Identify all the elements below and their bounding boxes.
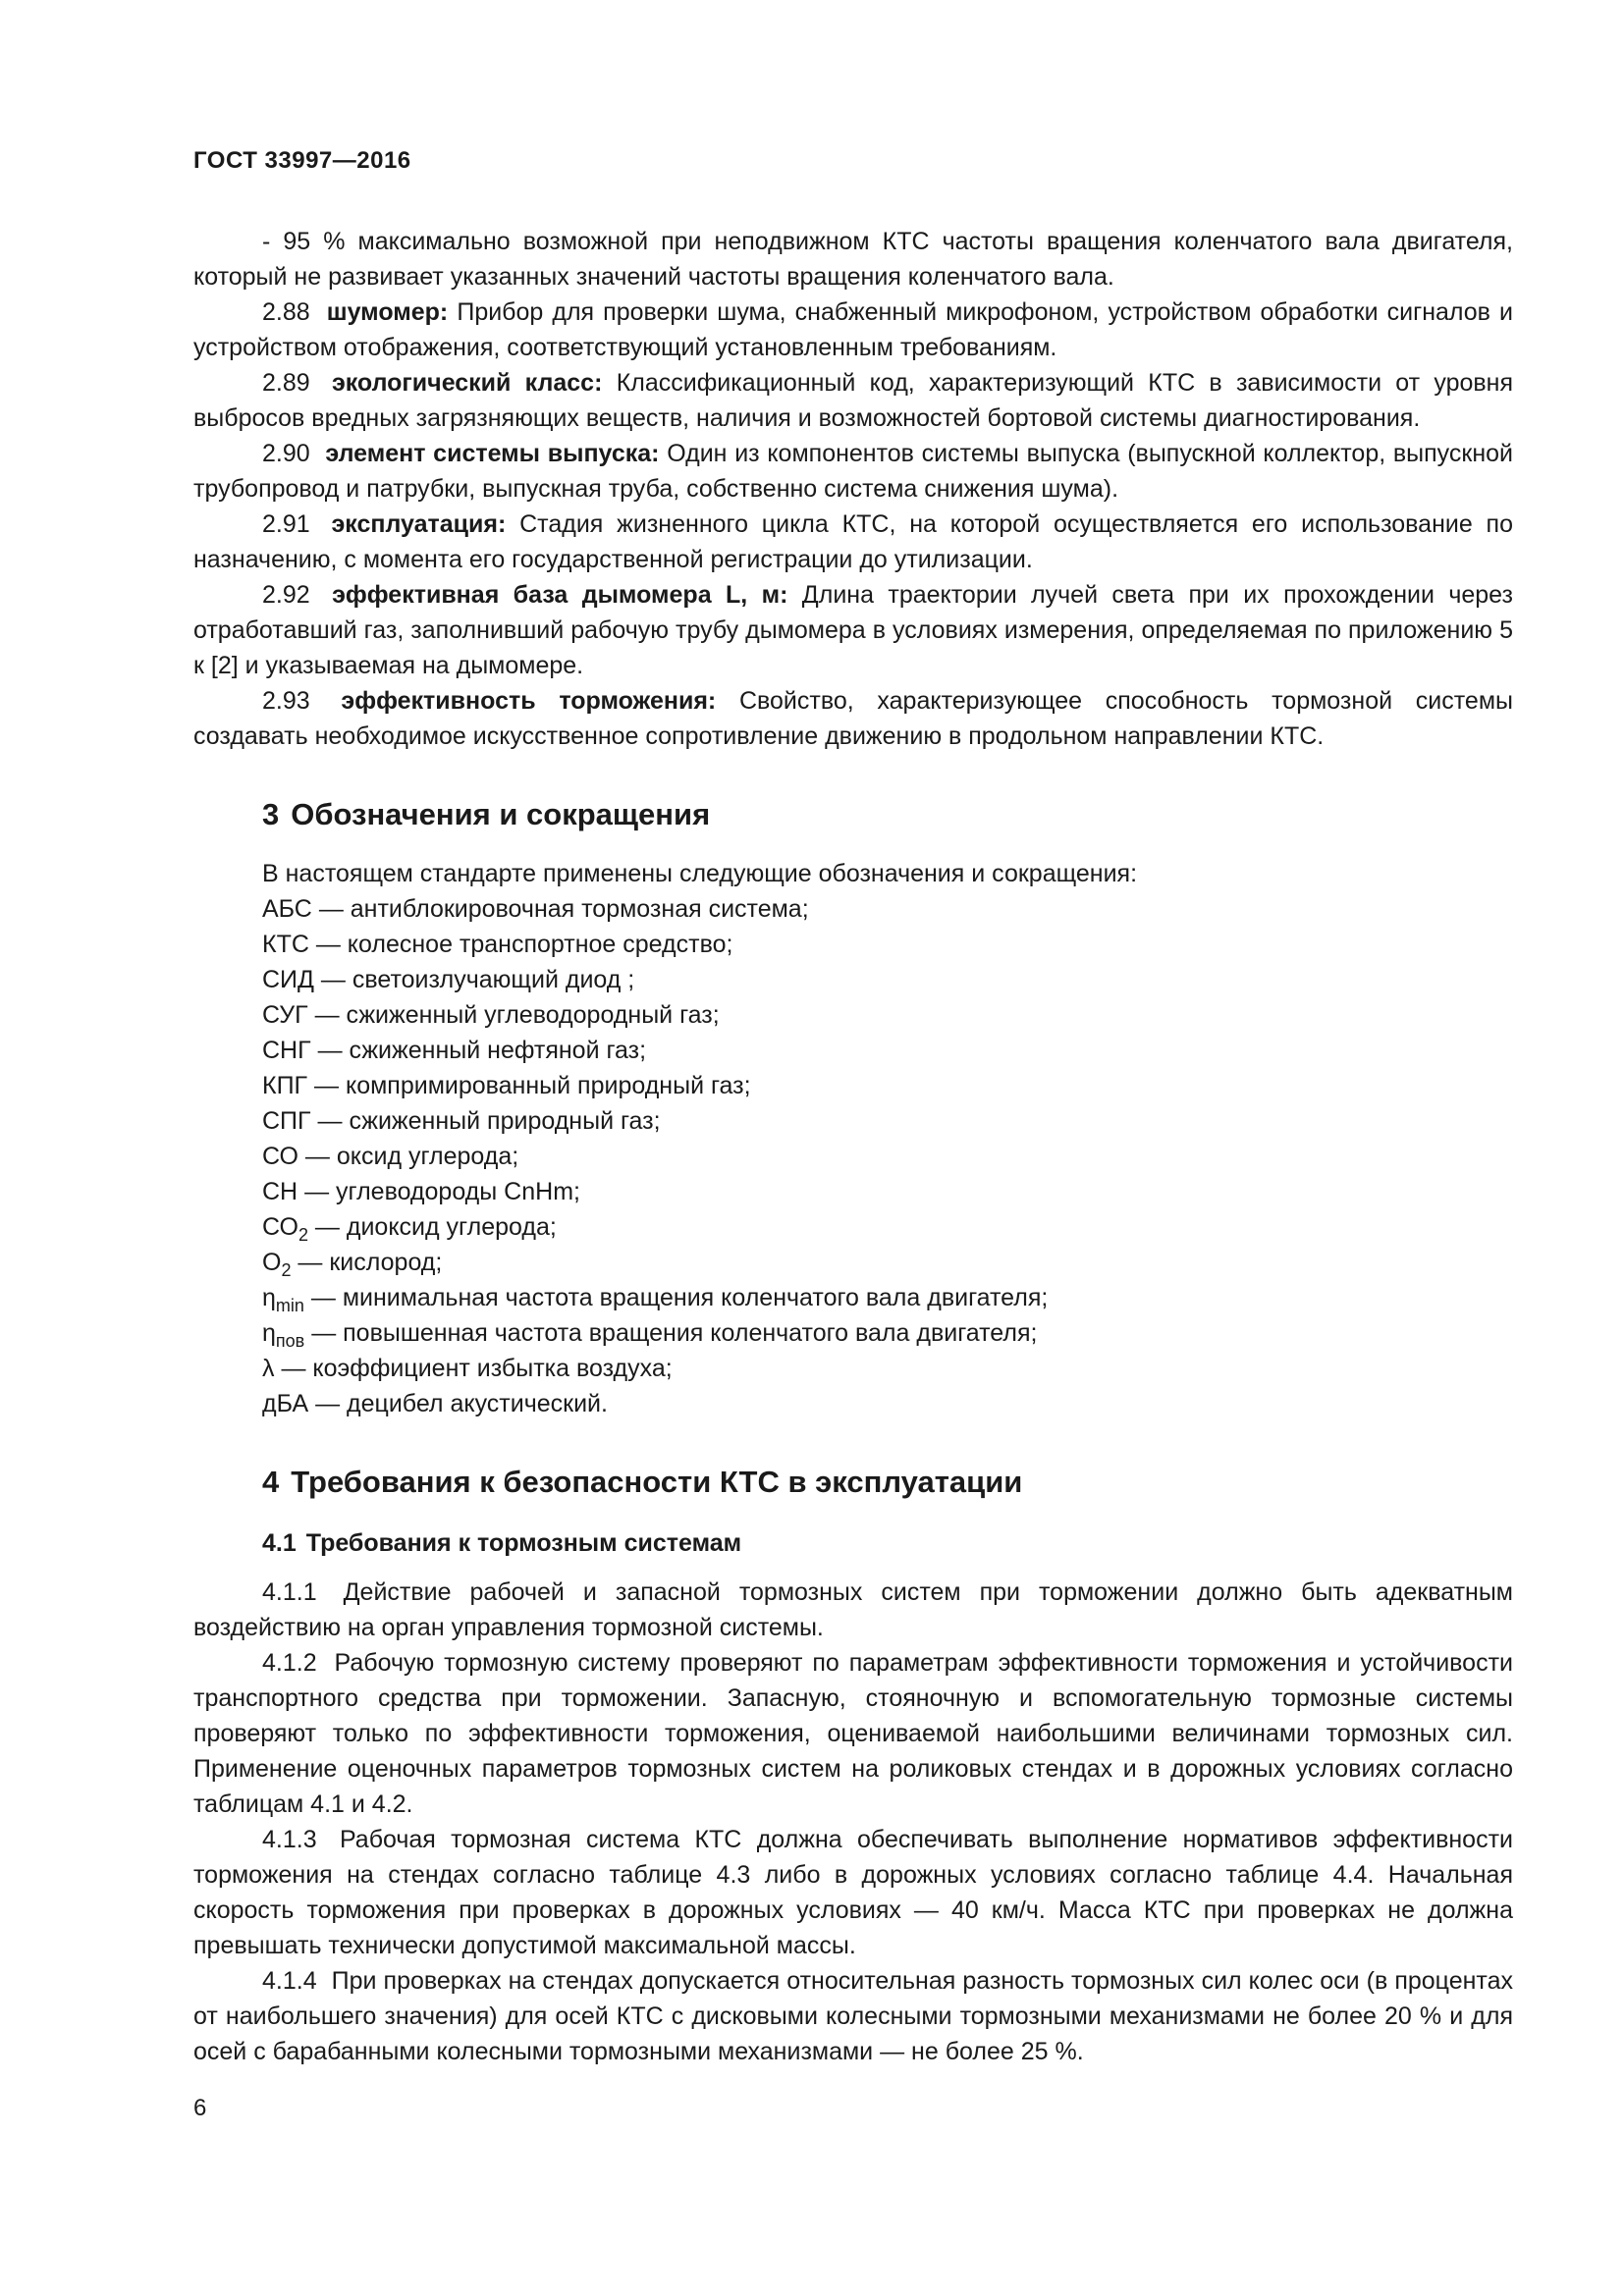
abbreviations-list — [193, 891, 1513, 1421]
abbreviation: СН — [262, 1178, 298, 1205]
abbreviation-description: — светоизлучающий диод ; — [320, 966, 635, 993]
clause-4-1-1 — [193, 1575, 1513, 1645]
document-body — [193, 224, 1513, 2069]
list-item — [262, 927, 1513, 962]
abbreviation-subscript: пов — [275, 1331, 305, 1351]
abbreviation-description: — децибел акустический. — [315, 1390, 608, 1417]
list-item — [262, 1174, 1513, 1209]
abbreviation-description: — антиблокировочная тормозная система; — [318, 895, 809, 923]
clause-number: 2.91 — [262, 510, 310, 538]
section-4-heading — [262, 1463, 1513, 1502]
list-item — [262, 1351, 1513, 1386]
abbreviation-description: — кислород; — [298, 1249, 443, 1276]
clause-text: Рабочая тормозная система КТС должна обеспечивать выполнение нормативов эффективности торможения на стендах согласно таблице 4.3 либо в дорожных условиях согласно таблице 4.4. Начальная скорость торможения при проверках в дорожных условиях — 40 км/ч. Масса КТС при проверках не должна превышать технически допустимой максимальной массы. — [193, 1826, 1513, 1959]
definition-2-91 — [193, 507, 1513, 577]
abbreviation-description: — коэффициент избытка воздуха; — [281, 1355, 673, 1382]
list-item — [262, 1280, 1513, 1315]
list-item — [262, 1386, 1513, 1421]
paragraph-text: - 95 % максимально возможной при неподвижном КТС частоты вращения коленчатого вала двигателя, который не развивает указанных значений частоты вращения коленчатого вала. — [193, 228, 1513, 291]
abbreviation-description: — сжиженный природный газ; — [317, 1107, 661, 1135]
document-page — [193, 0, 1513, 2296]
clause-text: При проверках на стендах допускается относительная разность тормозных сил колес оси (в процентах от наибольшего значения) для осей КТС с дисковыми колесными тормозными механизмами не более 20 % и для осей с барабанными колесными тормозными механизмами — не более 25 %. — [193, 1967, 1513, 2065]
abbreviation: дБА — [262, 1390, 309, 1417]
definition-2-90 — [193, 436, 1513, 507]
definition-text: Длина траектории лучей света при их прохождении через отработавший газ, заполнивший рабочую трубу дымомера в условиях измерения, определяемая по приложению 5 к [2] и указываемая на дымомере. — [193, 581, 1513, 679]
list-item — [262, 997, 1513, 1033]
clause-number: 2.93 — [262, 687, 310, 715]
list-item — [262, 1139, 1513, 1174]
list-item — [262, 1315, 1513, 1351]
list-item — [262, 962, 1513, 997]
list-item — [262, 1068, 1513, 1103]
abbreviation: КПГ — [262, 1072, 308, 1099]
abbreviation-description: — сжиженный углеводородный газ; — [314, 1001, 720, 1029]
definition-text: Свойство, характеризующее способность тормозной системы создавать необходимое искусственное сопротивление движению в продольном направлении КТС. — [193, 687, 1513, 750]
abbreviation: СИД — [262, 966, 314, 993]
definition-text: Стадия жизненного цикла КТС, на которой осуществляется его использование по назначению, с момента его государственной регистрации до утилизации. — [193, 510, 1513, 573]
subsection-4-1-heading — [262, 1525, 1513, 1561]
clause-4-1-3 — [193, 1822, 1513, 1963]
defined-term: элемент системы выпуска: — [325, 440, 660, 467]
abbreviation: СПГ — [262, 1107, 311, 1135]
abbreviation: СУГ — [262, 1001, 308, 1029]
abbreviation: АБС — [262, 895, 312, 923]
definition-2-89 — [193, 365, 1513, 436]
defined-term: эксплуатация: — [331, 510, 507, 538]
clause-text: Рабочую тормозную систему проверяют по параметрам эффективности торможения и устойчивости транспортного средства при торможении. Запасную, стояночную и вспомогательную тормозные системы проверяют только по эффективности торможения, оцениваемой наибольшими величинами тормозных сил. Применение оценочных параметров тормозных систем на роликовых стендах и в дорожных условиях согласно таблицам 4.1 и 4.2. — [193, 1649, 1513, 1818]
defined-term: эффективная база дымомера L, м: — [332, 581, 788, 609]
abbreviation-description: — диоксид углерода; — [314, 1213, 557, 1241]
subsection-title: Требования к тормозным системам — [305, 1529, 742, 1557]
subsection-number: 4.1 — [262, 1529, 297, 1557]
abbreviation-subscript: 2 — [281, 1260, 292, 1280]
clause-number: 2.88 — [262, 298, 310, 326]
clause-number: 4.1.1 — [262, 1578, 317, 1606]
abbreviation: КТС — [262, 931, 309, 958]
list-item — [262, 891, 1513, 927]
abbreviation-subscript: min — [275, 1296, 304, 1315]
abbreviation-description: — сжиженный нефтяной газ; — [317, 1037, 647, 1064]
abbreviation-description: — углеводороды CnHm; — [304, 1178, 580, 1205]
clause-number: 4.1.2 — [262, 1649, 317, 1677]
clause-4-1-4 — [193, 1963, 1513, 2069]
abbreviation: λ — [262, 1355, 275, 1382]
abbreviation-description: — оксид углерода; — [304, 1143, 519, 1170]
abbreviation-description: — повышенная частота вращения коленчатого вала двигателя; — [311, 1319, 1038, 1347]
abbreviation: СО — [262, 1143, 298, 1170]
section-title: Требования к безопасности КТС в эксплуатации — [291, 1465, 1023, 1499]
abbreviation: η — [262, 1284, 276, 1311]
page-number: 6 — [193, 2095, 207, 2121]
clause-number: 2.89 — [262, 369, 310, 397]
section-number: 4 — [262, 1465, 280, 1499]
abbreviation: η — [262, 1319, 276, 1347]
defined-term: эффективность торможения: — [341, 687, 717, 715]
definition-text: Прибор для проверки шума, снабженный микрофоном, устройством обработки сигналов и устройством отображения, соответствующий установленным требованиям. — [193, 298, 1513, 361]
section-number: 3 — [262, 797, 280, 831]
abbreviation: О — [262, 1249, 282, 1276]
defined-term: экологический класс: — [331, 369, 603, 397]
list-item — [262, 1245, 1513, 1280]
list-item — [262, 1209, 1513, 1245]
document-code-header: ГОСТ 33997—2016 — [193, 147, 411, 174]
abbreviations-intro: В настоящем стандарте применены следующие обозначения и сокращения: — [262, 860, 1138, 887]
section-3-heading — [262, 795, 1513, 834]
definition-text: Классификационный код, характеризующий КТС в зависимости от уровня выбросов вредных загрязняющих веществ, наличия и возможностей бортовой системы диагностирования. — [193, 369, 1513, 432]
paragraph-continuation — [193, 224, 1513, 294]
abbreviation-description: — минимальная частота вращения коленчатого вала двигателя; — [310, 1284, 1049, 1311]
list-item — [262, 1033, 1513, 1068]
definition-2-93 — [193, 683, 1513, 754]
section-title: Обозначения и сокращения — [291, 797, 711, 831]
defined-term: шумомер: — [326, 298, 449, 326]
clause-number: 2.92 — [262, 581, 310, 609]
abbreviation-description: — колесное транспортное средство; — [315, 931, 733, 958]
abbreviation-subscript: 2 — [298, 1225, 308, 1245]
abbreviation: СНГ — [262, 1037, 311, 1064]
clause-number: 4.1.3 — [262, 1826, 317, 1853]
abbreviation-description: — компримированный природный газ; — [314, 1072, 751, 1099]
definition-text: Один из компонентов системы выпуска (выпускной коллектор, выпускной трубопровод и патрубки, выпускная труба, собственно система снижения шума). — [193, 440, 1514, 503]
list-item — [262, 1103, 1513, 1139]
definition-2-92 — [193, 577, 1513, 683]
abbreviation: СО — [262, 1213, 298, 1241]
clause-number: 4.1.4 — [262, 1967, 317, 1995]
clause-4-1-2 — [193, 1645, 1513, 1822]
definition-2-88 — [193, 294, 1513, 365]
clause-number: 2.90 — [262, 440, 310, 467]
clause-text: Действие рабочей и запасной тормозных систем при торможении должно быть адекватным воздействию на орган управления тормозной системы. — [193, 1578, 1513, 1641]
